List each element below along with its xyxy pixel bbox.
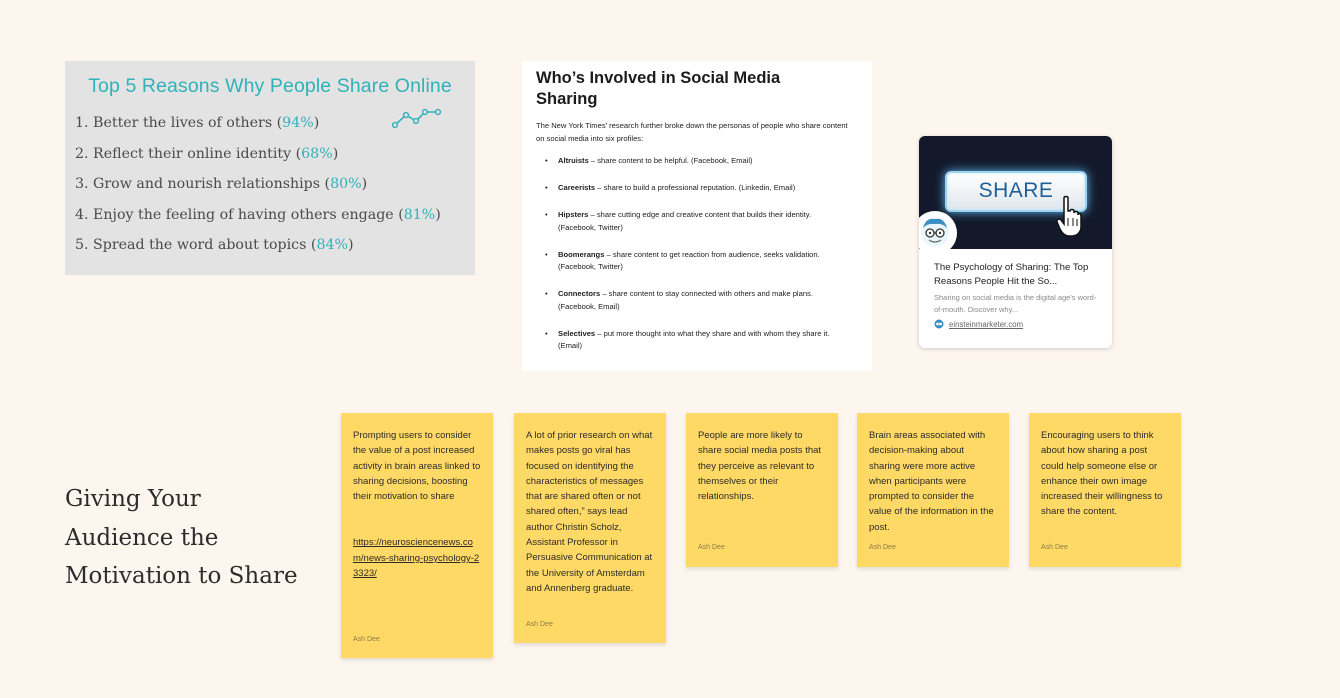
hand-cursor-icon: [1055, 194, 1083, 240]
profile-item: • Careerists – share to build a professional reputation. (Linkedin, Email): [545, 183, 796, 192]
preview-thumbnail: [919, 136, 1112, 249]
sticky-text: Prompting users to consider the value of a post increased activity in brain areas linked to sharing decisions, boosting their motivation to share: [353, 430, 481, 503]
sticky-text: A lot of prior research on what makes posts go viral has focused on identifying the characteristics of messages that are shared often or not shared often,” says lead author Christin Scholz, Assistant Professor in Persuasive Communication at the University of Amsterdam and Annenberg graduate.: [526, 430, 653, 594]
sticky-author: Ash Dee: [526, 621, 553, 628]
sticky-note[interactable]: [1029, 413, 1181, 567]
reason-item: 4. Enjoy the feeling of having others engage (81%): [75, 206, 441, 223]
profile-item: • Connectors – share content to stay connected with others and make plans. (Facebook, Email): [545, 289, 813, 311]
reasons-image-card[interactable]: [65, 61, 475, 275]
profile-item: • Selectives – put more thought into what they share and with whom they share it. (Email): [545, 328, 830, 350]
profile-item: • Hipsters – share cutting edge and creative content that builds their identity. (Facebook, Twitter): [545, 210, 812, 232]
reason-item: 2. Reflect their online identity (68%): [75, 145, 339, 162]
who-involved-intro: The New York Times’ research further broke down the personas of people who share content on social media into six profiles:: [536, 121, 848, 143]
profile-item: • Altruists – share content to be helpful. (Facebook, Email): [545, 156, 753, 165]
sticky-note[interactable]: [514, 413, 666, 643]
site-avatar-icon: [919, 211, 957, 255]
preview-title[interactable]: The Psychology of Sharing: The Top Reasons People Hit the So...: [934, 262, 1089, 287]
sticky-author: Ash Dee: [1041, 544, 1068, 551]
reasons-title: Top 5 Reasons Why People Share Online: [88, 75, 452, 97]
preview-domain-link[interactable]: einsteinmarketer.com: [949, 319, 1024, 329]
sticky-author: Ash Dee: [353, 636, 380, 643]
reason-item: 5. Spread the word about topics (84%): [75, 237, 354, 253]
sticky-text: Brain areas associated with decision-making about sharing were more active when participants were prompted to consider the value of the information in the post.: [869, 430, 994, 533]
section-heading[interactable]: Giving Your Audience the Motivation to Share: [65, 486, 298, 589]
sticky-note[interactable]: [341, 413, 493, 658]
preview-domain-row: [934, 319, 1102, 329]
sticky-text: Encouraging users to think about how sharing a post could help someone else or enhance their own image increased their willingness to share the content.: [1041, 430, 1163, 518]
profiles-list: [536, 155, 858, 353]
who-involved-title: Who’s Involved in Social Media Sharing: [536, 69, 781, 108]
who-involved-image-card[interactable]: [522, 61, 872, 371]
profile-item: • Boomerangs – share content to get reaction from audience, seeks validation. (Facebook, Twitter): [545, 249, 820, 271]
preview-body: [934, 261, 1102, 329]
reason-item: 1. Better the lives of others (94%): [75, 115, 320, 131]
sticky-author: Ash Dee: [869, 544, 896, 551]
sticky-link[interactable]: https://neurosciencenews.com/news-sharing-psychology-23323/: [353, 537, 480, 580]
site-favicon-icon: [934, 319, 944, 329]
sticky-note[interactable]: [857, 413, 1009, 567]
reasons-list: [75, 108, 465, 261]
link-preview-card[interactable]: [919, 136, 1112, 348]
trend-line-icon: [392, 106, 444, 130]
reason-item: 3. Grow and nourish relationships (80%): [75, 176, 368, 192]
share-button-illustration: SHARE: [945, 171, 1087, 212]
sticky-text: People are more likely to share social media posts that they perceive as relevant to themselves or their relationships.: [698, 430, 822, 503]
sticky-note[interactable]: [686, 413, 838, 567]
preview-description: Sharing on social media is the digital age's word-of-mouth. Discover why...: [934, 293, 1097, 314]
sticky-author: Ash Dee: [698, 544, 725, 551]
